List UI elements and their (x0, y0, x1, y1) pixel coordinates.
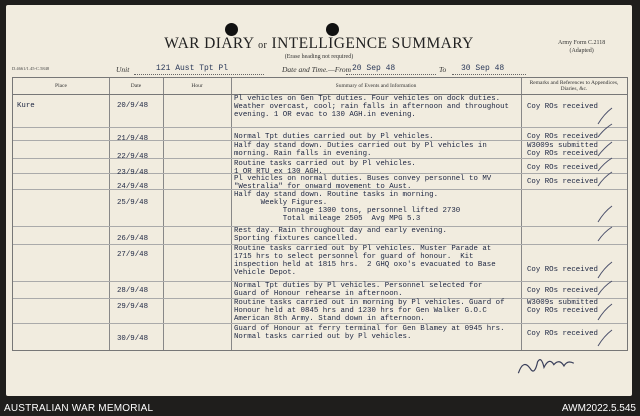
title-or: or (258, 40, 268, 51)
initial-mark (598, 206, 612, 222)
column-header-date: Date (130, 82, 142, 89)
unit-label: Unit (116, 65, 130, 74)
entry-remarks: Coy ROs received (527, 287, 598, 295)
entry-date: 21/9/48 (117, 135, 149, 143)
entry-summary: Pl vehicles on Gen Tpt duties. Four vehicles on dock duties. Weather overcast, cool; rain falls in afternoon and throughout evening. 1 OR evac to 130 AGH.in evening. (234, 95, 509, 119)
initial-mark (598, 124, 612, 137)
column-header-summary: Summary of Events and Information (335, 82, 417, 89)
date-from-underline (346, 74, 436, 75)
diary-table (12, 77, 628, 351)
entry-remarks: Coy ROs received (527, 164, 598, 172)
initial-mark (598, 281, 612, 295)
entry-summary: Normal Tpt duties carried out by Pl vehicles. (234, 133, 434, 141)
entry-summary: Rest day. Rain throughout day and early evening. Sporting fixtures cancelled. (234, 227, 447, 243)
unit-value: 121 Aust Tpt Pl (156, 64, 229, 73)
initial-mark (598, 158, 612, 171)
entry-summary: Pl vehicles on normal duties. Buses convey personnel to MV "Westralia" for onward movement to Aust. (234, 175, 492, 191)
date-from-label: Date and Time.—From (282, 65, 352, 74)
entry-remarks: Coy ROs received (527, 178, 598, 186)
officer-signature (513, 353, 585, 382)
column-header-place: Place (55, 82, 67, 89)
entry-date: 28/9/48 (117, 287, 149, 295)
entry-summary: Guard of Honour at ferry terminal for Gen Blamey at 0945 hrs. Normal tasks carried out by Pl vehicles. (234, 325, 505, 341)
initial-mark (598, 304, 612, 320)
entry-date: 23/9/48 (117, 169, 149, 177)
initial-mark (598, 262, 612, 278)
form-subtitle: (Erase heading not required) (284, 54, 354, 60)
entry-remarks: Coy ROs received (527, 330, 598, 338)
date-to-value: 30 Sep 48 (461, 64, 505, 73)
archive-caption-bar (0, 396, 640, 416)
entry-date: 27/9/48 (117, 251, 149, 259)
entry-summary: Normal Tpt duties by Pl vehicles. Personnel selected for Guard of Honour rehearse in afternoon. (234, 282, 483, 298)
entry-date: 25/9/48 (117, 199, 149, 207)
form-reference-line1: Army Form C.2118 (558, 40, 606, 46)
entry-summary: Half day stand down. Duties carried out by Pl vehicles in morning. Rain falls in evening. (234, 142, 487, 158)
diary-sheet (6, 5, 632, 396)
initial-mark (598, 227, 612, 241)
entry-date: 24/9/48 (117, 183, 149, 191)
entry-date: 20/9/48 (117, 102, 149, 110)
entry-date: 29/9/48 (117, 303, 149, 311)
initials-marks (13, 78, 627, 350)
form-reference (558, 39, 605, 55)
entry-date: 30/9/48 (117, 335, 149, 343)
unit-underline (134, 74, 264, 75)
archive-name: AUSTRALIAN WAR MEMORIAL (4, 403, 154, 414)
entry-remarks: Coy ROs received (527, 133, 598, 141)
date-to-label: To (439, 65, 447, 74)
entry-remarks: Coy ROs received (527, 266, 598, 274)
title-war-diary: WAR DIARY (164, 35, 254, 52)
accession-number: AWM2022.5.545 (561, 403, 636, 414)
entry-summary: Routine tasks carried out by Pl vehicles. 1 OR RTU ex 130 AGH. (234, 160, 416, 176)
initial-mark (598, 172, 612, 186)
initial-mark (598, 330, 612, 346)
date-from-value: 20 Sep 48 (352, 64, 396, 73)
entry-summary: Routine tasks carried out by Pl vehicles. Muster Parade at 1715 hrs to select personnel for guard of honour. Kit inspection held at 1815 hrs. 2 GHQ oxo's evacuated to Base Vehicle Depot. (234, 245, 496, 277)
entry-date: 22/9/48 (117, 153, 149, 161)
entry-remarks: Coy ROs received (527, 103, 598, 111)
initial-mark (598, 142, 612, 156)
title-intelligence-summary: INTELLIGENCE SUMMARY (271, 35, 474, 52)
date-to-underline (452, 74, 526, 75)
entry-summary: Routine tasks carried out in morning by Pl vehicles. Guard of Honour held at 0845 hrs and 1230 hrs for Gen Walker G.O.C American 8th Army. Stand down in afternoon. (234, 299, 505, 323)
form-reference-line2: (Adapted) (569, 48, 594, 54)
entry-place: Kure (17, 102, 35, 110)
entry-remarks: W3009s submitted Coy ROs received (527, 142, 598, 158)
entry-date: 26/9/48 (117, 235, 149, 243)
print-code: D.4661/1.45-C.5848 (12, 66, 50, 71)
entry-remarks: W3009s submitted Coy ROs received (527, 299, 598, 315)
initial-mark (598, 108, 612, 124)
column-header-hour: Hour (191, 82, 203, 89)
column-header-remarks: Remarks and References to Appendices, Diaries, &c. (529, 79, 619, 92)
entry-summary: Half day stand down. Routine tasks in morning. Weekly Figures. Tonnage 1300 tons, personnel lifted 2730 Total mileage 2505 Avg MPG 5.3 (234, 191, 461, 223)
form-title (6, 35, 632, 53)
